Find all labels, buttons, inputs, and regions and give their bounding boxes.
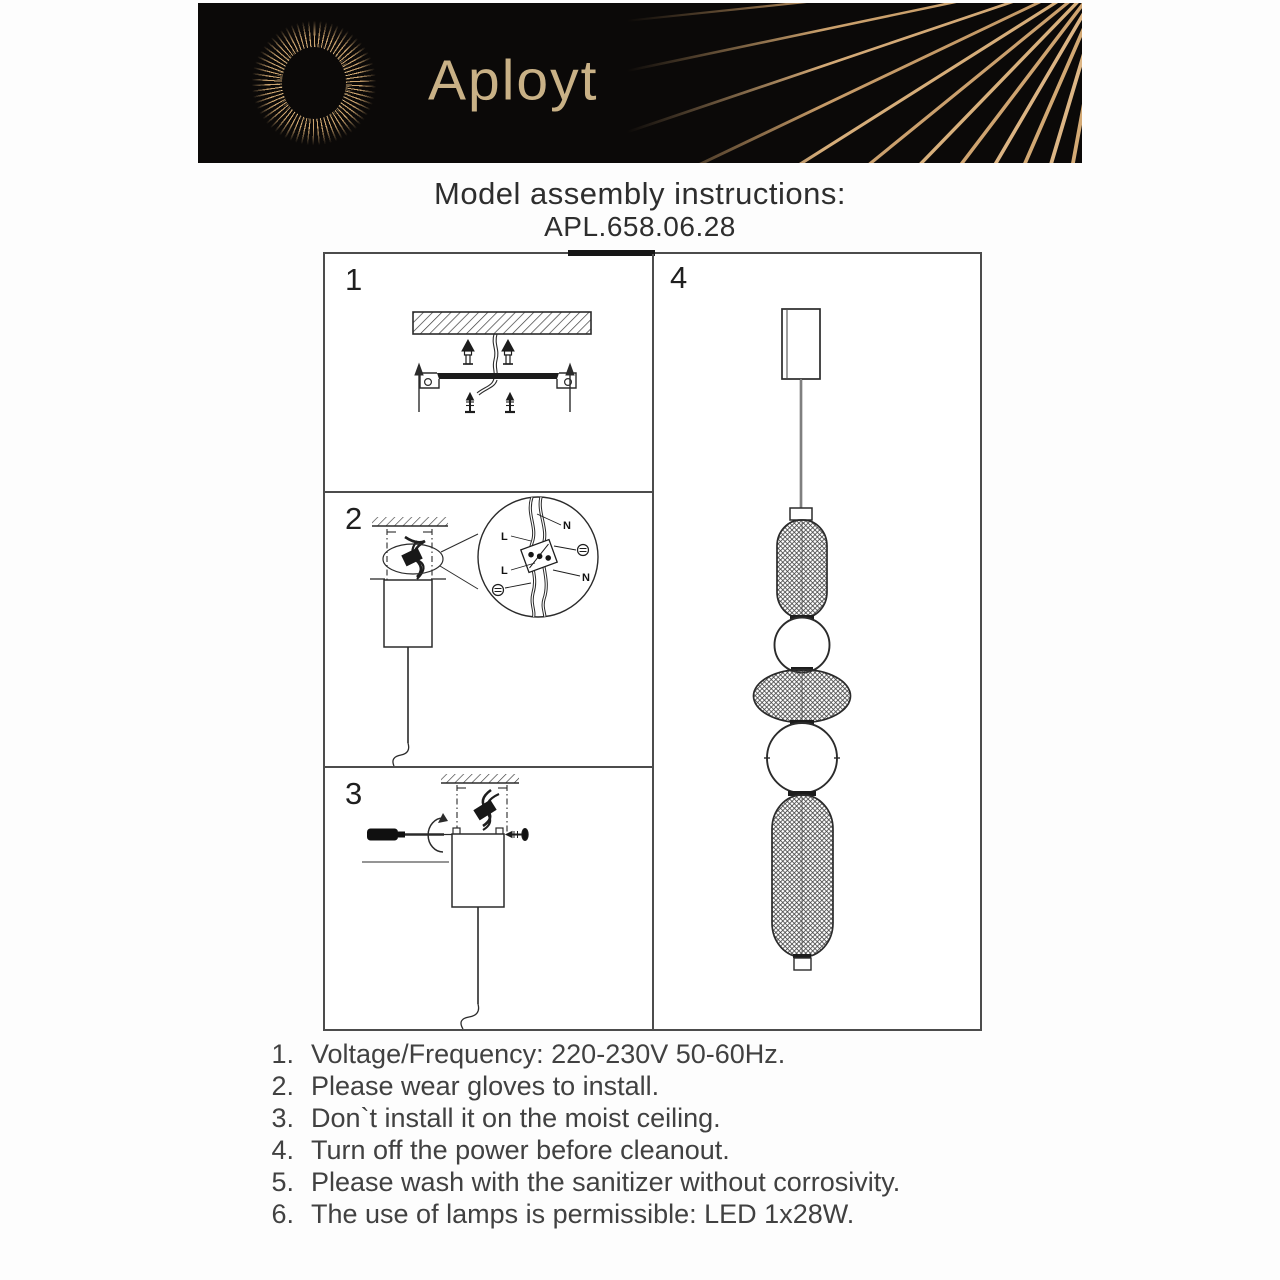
ceiling-slab <box>413 312 591 334</box>
screwdriver-icon <box>367 813 452 852</box>
list-item <box>256 1071 900 1103</box>
glass-sphere-2 <box>767 723 837 793</box>
item-text: Turn off the power before cleanout. <box>311 1135 730 1165</box>
item-number: 2. <box>271 1071 294 1101</box>
panel-1-bracket-diagram <box>325 254 652 491</box>
page-title: Model assembly instructions: <box>434 176 846 211</box>
mounting-bracket <box>420 373 576 388</box>
panel-2-number: 2 <box>345 501 363 536</box>
power-wire <box>477 334 498 395</box>
cord-end-squiggle <box>461 1004 479 1029</box>
mesh-capsule-bottom <box>772 795 833 957</box>
brand-name: Aployt <box>428 48 599 113</box>
item-number: 1. <box>271 1039 294 1069</box>
canopy-body <box>370 579 446 647</box>
diagram-grid <box>323 252 982 1031</box>
ceiling-hatch <box>372 517 448 526</box>
panel-2-wiring-diagram <box>325 493 652 766</box>
model-number: APL.658.06.28 <box>544 211 736 242</box>
item-text: The use of lamps is permissible: LED 1x28W. <box>311 1199 855 1229</box>
item-text: Don`t install it on the moist ceiling. <box>311 1103 721 1133</box>
item-text: Voltage/Frequency: 220-230V 50-60Hz. <box>311 1039 786 1069</box>
top-collar <box>790 508 812 520</box>
ceiling-hatch <box>441 774 519 783</box>
item-text: Please wash with the sanitizer without corrosivity. <box>311 1167 901 1197</box>
list-item <box>256 1103 900 1135</box>
list-item <box>256 1135 900 1167</box>
list-item <box>256 1039 900 1071</box>
label-L1: L <box>501 531 508 543</box>
ray-fan-icon <box>612 3 1082 163</box>
panel-1-number: 1 <box>345 262 363 297</box>
panel-3-fixing-diagram <box>325 768 652 1029</box>
wire-tangle <box>401 537 425 579</box>
side-screw-icon <box>506 829 528 841</box>
item-number: 6. <box>271 1199 294 1229</box>
item-number: 4. <box>271 1135 294 1165</box>
label-N1: N <box>563 520 571 532</box>
lamp-canopy <box>782 309 820 379</box>
canopy-body <box>452 834 504 907</box>
list-item <box>256 1167 900 1199</box>
item-number: 3. <box>271 1103 294 1133</box>
label-L2: L <box>501 565 508 577</box>
label-N2: N <box>582 572 590 584</box>
brand-banner <box>198 3 1082 163</box>
starburst-logo-icon <box>236 5 392 161</box>
bottom-cap <box>794 958 811 970</box>
screw-icons <box>465 393 515 412</box>
item-text: Please wear gloves to install. <box>311 1071 660 1101</box>
glass-sphere-1 <box>775 618 830 673</box>
list-item <box>256 1199 900 1231</box>
panel-4-number: 4 <box>670 260 688 295</box>
wall-anchor-icons <box>462 340 514 364</box>
panel-3-number: 3 <box>345 776 363 811</box>
wire-tangle <box>473 790 499 830</box>
instruction-list <box>256 1039 900 1231</box>
starburst-core <box>282 47 346 119</box>
item-number: 5. <box>271 1167 294 1197</box>
panel-4-lamp-diagram <box>654 254 980 1029</box>
cord-end-squiggle <box>393 743 409 766</box>
